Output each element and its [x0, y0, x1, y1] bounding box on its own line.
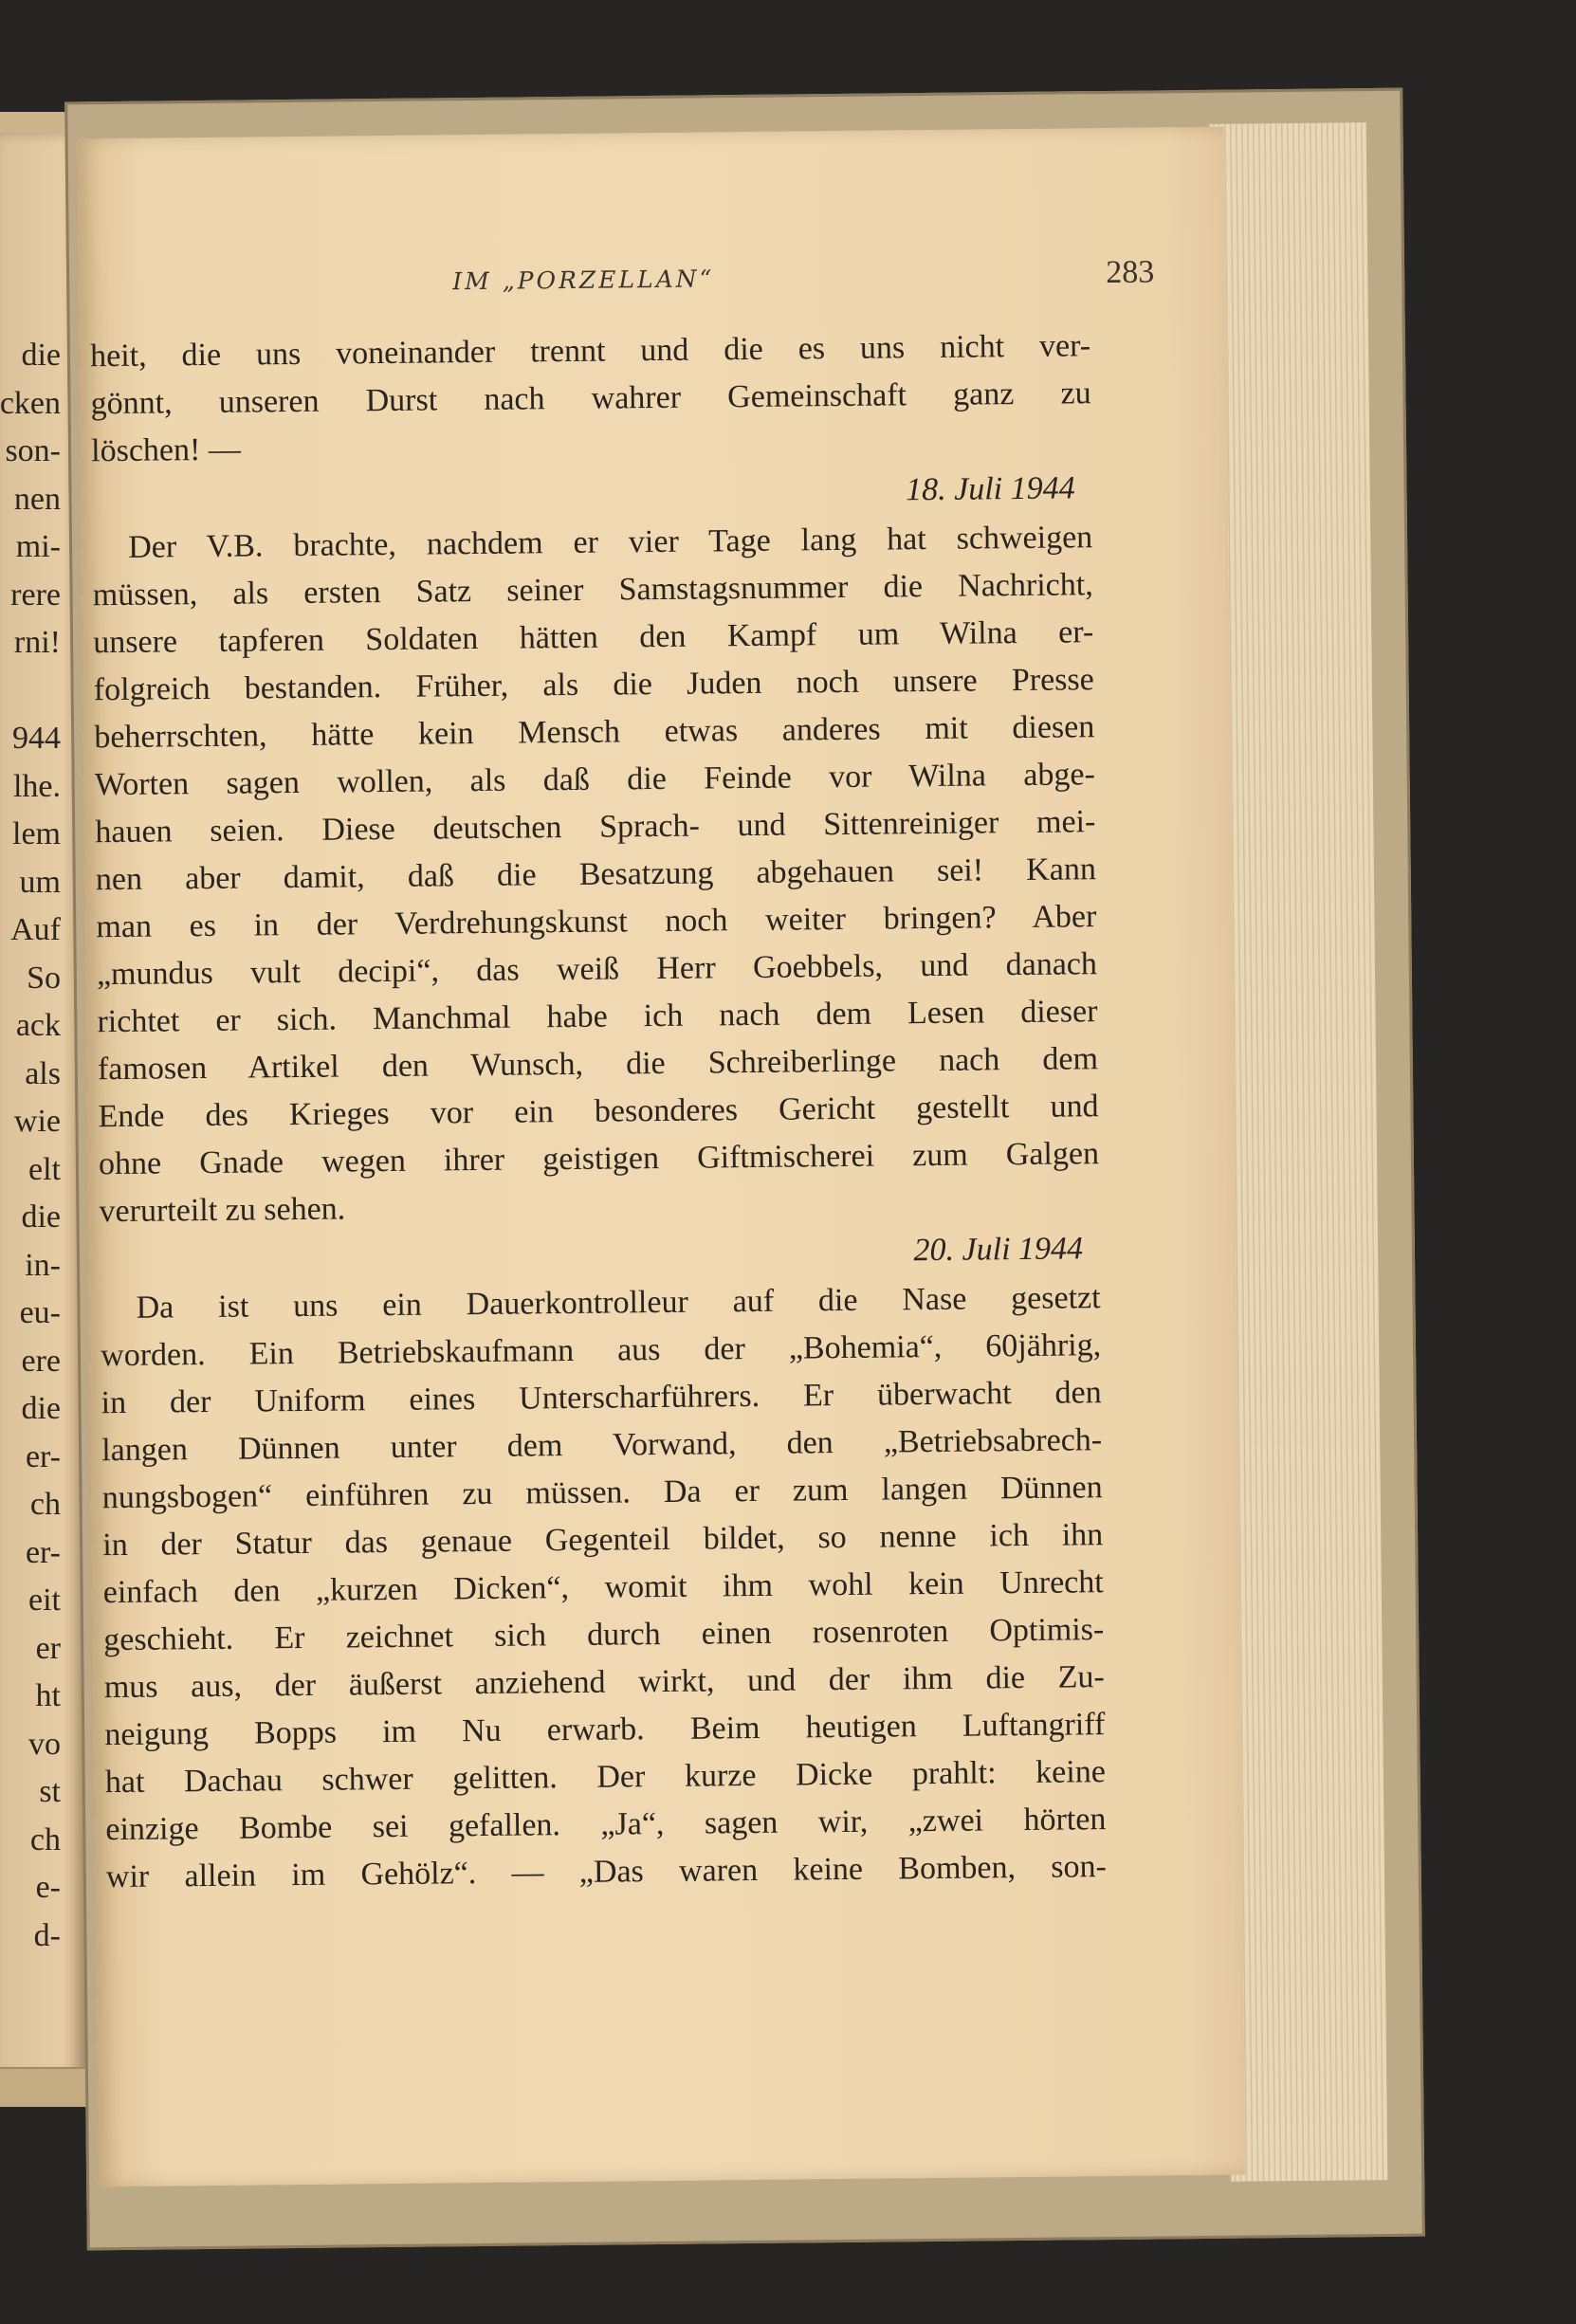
paragraph-2 [92, 514, 1100, 1235]
text-line: hat Dachau schwer gelitten. Der kurze Dicke prahlt: keine [104, 1754, 1107, 1801]
text-line: verurteilt zu sehen. [99, 1191, 346, 1230]
text-line: müssen, als ersten Satz seiner Samstagsnummer die Nachricht, [92, 567, 1093, 613]
text-line: heit, die uns voneinander trennt und die es uns nicht ver- [89, 328, 1091, 375]
left-page-fragment: So [27, 960, 61, 996]
left-page-fragment: rere [10, 576, 61, 613]
left-page-fragment: vo [28, 1726, 61, 1762]
book-page [77, 127, 1246, 2187]
text-line: Ende des Krieges vor ein besonderes Gericht gestellt und [98, 1089, 1099, 1135]
left-page-fragment: nen [13, 481, 61, 517]
left-page-fragment: e- [35, 1870, 61, 1905]
left-page-fragment: er- [25, 1534, 61, 1570]
text-line: unsere tapferen Soldaten hätten den Kampf um Wilna er- [93, 614, 1094, 661]
paragraph-1 [90, 322, 1092, 475]
running-head: IM „PORZELLAN“ [452, 265, 715, 296]
text-line: „mundus vult decipi“, das weiß Herr Goebbels, und danach [96, 946, 1098, 993]
text-line: Worten sagen wollen, als daß die Feinde vor Wilna abge- [94, 757, 1095, 803]
left-page-fragment: ch [29, 1487, 61, 1522]
text-line: wir allein im Gehölz“. — „Das waren keine Bomben, son- [105, 1849, 1108, 1895]
page-number: 283 [1106, 254, 1155, 291]
left-page-fragment: rni! [13, 625, 61, 660]
text-line: geschieht. Er zeichnet sich durch einen rosenroten Optimis- [103, 1612, 1105, 1658]
left-page-fragment: ch [29, 1821, 61, 1857]
left-page-fragment: lhe. [12, 768, 61, 804]
text-line: langen Dünnen unter dem Vorwand, den „Betriebsabrech- [101, 1422, 1103, 1469]
left-page-fragment: 944 [12, 721, 61, 756]
text-line: worden. Ein Betriebskaufmann aus der „Bohemia“, 60jährig, [100, 1327, 1102, 1374]
text-line: nen aber damit, daß die Besatzung abgehauen sei! Kann [95, 851, 1097, 898]
left-page-fragment: in- [25, 1247, 61, 1283]
left-page-fragment: er- [25, 1438, 61, 1474]
left-page-fragment: ht [35, 1678, 61, 1713]
left-page-fragment: ack [15, 1008, 61, 1043]
text-line: in der Statur das genaue Gegenteil bildet, so nenne ich ihn [102, 1517, 1104, 1564]
text-line: hauen seien. Diese deutschen Sprach- und Sittenreiniger mei- [95, 804, 1096, 851]
paragraph-3 [100, 1274, 1107, 1901]
left-page-fragment: Auf [10, 912, 61, 947]
left-page-fragment: cken [0, 385, 61, 421]
text-line: löschen! — [90, 431, 242, 469]
left-page-fragment: mi- [15, 529, 61, 564]
left-page-fragment: eu- [19, 1295, 61, 1330]
text-line: famosen Artikel den Wunsch, die Schreiberlinge nach dem [97, 1041, 1099, 1088]
text-line: einfach den „kurzen Dicken“, womit ihm wohl kein Unrecht [102, 1565, 1104, 1611]
left-page-fragment: elt [28, 1151, 61, 1187]
left-page-fragment: ere [21, 1343, 61, 1379]
left-page-fragment: die [21, 1199, 61, 1235]
text-line: neigung Bopps im Nu erwarb. Beim heutigen Luftangriff [104, 1707, 1106, 1753]
left-page-fragment: die [21, 338, 61, 373]
left-page-fragment: lem [12, 816, 61, 851]
text-line: mus aus, der äußerst anziehend wirkt, und der ihm die Zu- [103, 1659, 1105, 1706]
text-line: folgreich bestanden. Früher, als die Juden noch unsere Presse [93, 662, 1094, 708]
left-page-fragment: um [19, 864, 61, 900]
page-header [452, 254, 1182, 315]
left-page-fragment: er [35, 1630, 61, 1666]
text-line: einzige Bombe sei gefallen. „Ja“, sagen wir, „zwei hörten [105, 1802, 1107, 1848]
text-line: ohne Gnade wegen ihrer geistigen Giftmischerei zum Galgen [98, 1136, 1100, 1182]
left-page-fragment: die [21, 1391, 61, 1426]
text-line: Da ist uns ein Dauerkontrolleur auf die Nase gesetzt [136, 1280, 1101, 1326]
left-page-fragment: son- [5, 433, 61, 468]
left-page-fragment: wie [13, 1104, 61, 1139]
date-heading: 18. Juli 1944 [905, 470, 1075, 508]
left-page-fragment: als [25, 1055, 61, 1091]
text-line: richtet er sich. Manchmal habe ich nach dem Lesen dieser [97, 994, 1098, 1040]
text-line: gönnt, unseren Durst nach wahrer Gemeinschaft ganz zu [90, 375, 1091, 422]
date-heading: 20. Juli 1944 [913, 1231, 1084, 1269]
left-page-fragment: d- [33, 1917, 61, 1953]
text-line: Der V.B. brachte, nachdem er vier Tage lang hat schweigen [128, 520, 1093, 565]
left-page-fragment: st [39, 1774, 61, 1809]
left-page-fragment: eit [28, 1583, 61, 1618]
text-line: man es in der Verdrehungskunst noch weiter bringen? Aber [96, 899, 1097, 945]
page-body [90, 322, 1107, 1901]
text-line: beherrschten, hätte kein Mensch etwas anderes mit diesen [94, 709, 1095, 756]
text-line: nungsbogen“ einführen zu müssen. Da er zum langen Dünnen [101, 1470, 1103, 1516]
text-line: in der Uniform eines Unterscharführers. Er überwacht den [101, 1375, 1102, 1421]
